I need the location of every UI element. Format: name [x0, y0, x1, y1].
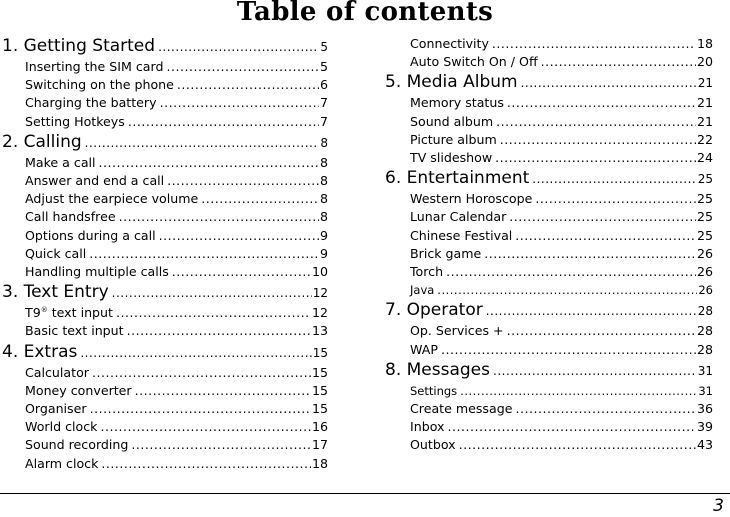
toc-entry-label	[2, 131, 82, 153]
toc-page-number: 24	[696, 150, 713, 166]
dot-leader	[167, 172, 319, 190]
dot-leader	[159, 227, 319, 245]
dot-leader	[484, 245, 696, 263]
toc-right-column	[385, 35, 713, 455]
dot-leader	[128, 113, 319, 131]
dot-leader	[437, 281, 697, 299]
toc-entry-title: Chinese Festival	[410, 227, 513, 243]
dot-leader	[131, 436, 311, 454]
toc-page-number: 25	[696, 209, 713, 225]
toc-entry-label	[410, 322, 504, 340]
dot-leader	[515, 227, 696, 245]
toc-entry-label	[410, 53, 538, 71]
toc-page-number: 13	[311, 323, 328, 339]
toc-entry-title: 6. Entertainment	[385, 168, 530, 189]
toc-entry-title: Sound album	[410, 113, 494, 129]
toc-entry-label	[2, 341, 77, 363]
dot-leader	[89, 245, 319, 263]
toc-entry-organiser[interactable]	[2, 400, 328, 418]
toc-chapter-5-media-album[interactable]	[385, 71, 713, 94]
toc-entry-alarm-clock[interactable]	[2, 455, 328, 473]
dot-leader	[80, 342, 311, 364]
toc-page-number: 10	[311, 264, 328, 280]
toc-chapter-6-entertainment[interactable]	[385, 167, 713, 190]
toc-entry-outbox[interactable]	[385, 436, 713, 454]
dot-leader	[441, 341, 696, 359]
toc-entry-label	[385, 299, 483, 321]
toc-page-number: 7	[319, 95, 328, 111]
toc-entry-title: 7. Operator	[385, 300, 483, 321]
toc-entry-calculator[interactable]	[2, 364, 328, 382]
toc-entry-make-a-call[interactable]	[2, 154, 328, 172]
toc-page-number: 25	[697, 172, 713, 187]
toc-page-number: 26	[696, 264, 713, 280]
toc-entry-label	[25, 76, 174, 94]
toc-entry-label	[25, 172, 164, 190]
toc-entry-title: Lunar Calendar	[410, 209, 507, 225]
toc-entry-tv-slideshow[interactable]	[385, 149, 713, 167]
toc-entry-label	[25, 418, 97, 436]
dot-leader	[521, 72, 697, 94]
toc-page-number: 15	[311, 401, 328, 417]
toc-entry-title: Torch	[410, 264, 444, 280]
toc-entry-inserting-the-sim-card[interactable]	[2, 58, 328, 76]
toc-page-number: 12	[311, 305, 328, 321]
page-number: 3	[713, 496, 724, 516]
toc-entry-title: Create message	[410, 401, 513, 417]
toc-entry-western-horoscope[interactable]	[385, 190, 713, 208]
toc-entry-label	[410, 227, 512, 245]
toc-entry-create-message[interactable]	[385, 400, 713, 418]
toc-page-number: 6	[319, 77, 328, 93]
dot-leader	[201, 190, 319, 208]
toc-entry-settings[interactable]	[385, 382, 713, 400]
toc-entry-title: Western Horoscope	[410, 191, 533, 207]
toc-entry-title: Alarm clock	[25, 455, 99, 471]
toc-entry-title: Call handsfree	[25, 209, 116, 225]
toc-page-number: 18	[696, 36, 713, 51]
toc-entry-label	[410, 436, 456, 454]
toc-entry-label	[25, 245, 86, 263]
dot-leader	[112, 282, 312, 304]
toc-entry-money-converter[interactable]	[2, 382, 328, 400]
dot-leader	[535, 190, 696, 208]
toc-entry-label	[410, 400, 512, 418]
toc-entry-label	[410, 263, 443, 281]
toc-entry-brick-game[interactable]	[385, 245, 713, 263]
toc-entry-title: Calculator	[25, 364, 89, 380]
toc-page-number: 12	[312, 286, 328, 301]
dot-leader	[99, 154, 319, 172]
dot-leader	[460, 382, 697, 400]
toc-entry-title: Op. Services +	[410, 323, 504, 339]
footer-rule	[0, 493, 730, 494]
toc-page-number: 26	[698, 283, 713, 298]
toc-chapter-8-messages[interactable]	[385, 359, 713, 382]
toc-entry-auto-switch-on-off[interactable]	[385, 53, 713, 71]
toc-entry-switching-on-the-phone[interactable]	[2, 76, 328, 94]
toc-entry-label	[25, 113, 125, 131]
toc-entry-title: 8. Messages	[385, 359, 490, 380]
toc-entry-memory-status[interactable]	[385, 94, 713, 112]
dot-leader	[446, 263, 696, 281]
toc-entry-label	[410, 341, 438, 359]
toc-page-number: 8	[319, 154, 328, 170]
toc-page-number: 18	[311, 455, 328, 471]
dot-leader	[447, 418, 696, 436]
toc-page-number: 15	[311, 382, 328, 398]
dot-leader	[92, 364, 311, 382]
toc-entry-title: Adjust the earpiece volume	[25, 191, 199, 207]
toc-page-number: 25	[696, 191, 713, 207]
toc-page-number: 9	[319, 245, 328, 261]
toc-page-number: 20	[696, 54, 713, 70]
toc-entry-title: Inbox	[410, 419, 445, 435]
toc-page-number: 21	[697, 76, 713, 91]
toc-entry-label	[410, 281, 434, 299]
toc-page-number: 8	[320, 135, 328, 150]
toc-entry-title: Java	[410, 283, 435, 298]
toc-chapter-7-operator[interactable]	[385, 299, 713, 322]
dot-leader	[515, 400, 696, 418]
toc-chapter-2-calling[interactable]	[2, 131, 328, 154]
toc-entry-label	[2, 35, 155, 57]
dot-leader	[158, 36, 319, 58]
toc-entry-title: Outbox	[410, 437, 456, 453]
toc-page-number: 15	[312, 345, 328, 360]
toc-entry-label	[25, 208, 116, 226]
toc-entry-label	[410, 190, 532, 208]
toc-page-number: 5	[319, 59, 328, 74]
dot-leader	[492, 35, 696, 53]
dot-leader	[496, 113, 696, 131]
toc-page-number: 15	[311, 364, 328, 380]
toc-entry-title: Picture album	[410, 131, 497, 147]
toc-page-number: 28	[696, 341, 713, 357]
dot-leader	[116, 304, 311, 322]
toc-entry-adjust-the-earpiece-volume[interactable]	[2, 190, 328, 208]
toc-entry-label	[25, 322, 124, 340]
toc-entry-label	[25, 190, 198, 208]
toc-entry-world-clock[interactable]	[2, 418, 328, 436]
toc-entry-label	[2, 281, 109, 303]
toc-entry-label	[25, 227, 156, 245]
toc-entry-label	[25, 58, 163, 76]
toc-entry-title: WAP	[410, 341, 438, 357]
toc-entry-title: T9	[25, 305, 41, 321]
toc-entry-label	[25, 263, 169, 281]
toc-page-number: 21	[696, 113, 713, 129]
toc-page-number: 28	[696, 323, 713, 339]
toc-entry-label	[410, 245, 481, 263]
toc-page-number: 25	[696, 227, 713, 243]
dot-leader	[507, 322, 696, 340]
toc-entry-label	[25, 455, 98, 473]
toc-left-column	[2, 35, 328, 473]
toc-page-number: 17	[311, 437, 328, 453]
toc-page-number: 5	[320, 40, 328, 54]
dot-leader	[90, 400, 311, 418]
toc-entry-title: 2. Calling	[2, 131, 82, 152]
toc-entry-basic-text-input[interactable]	[2, 322, 328, 340]
toc-entry-label	[385, 167, 529, 189]
toc-entry-title-suffix: text input	[47, 305, 113, 321]
toc-page-number: 21	[696, 95, 713, 111]
toc-entry-title: Brick game	[410, 245, 482, 261]
toc-entry-title: Quick call	[25, 245, 87, 261]
toc-entry-quick-call[interactable]	[2, 245, 328, 263]
toc-chapter-3-text-entry[interactable]	[2, 281, 328, 304]
toc-entry-label	[410, 382, 457, 400]
toc-page-number: 8	[319, 209, 328, 225]
dot-leader	[101, 455, 311, 473]
dot-leader	[486, 300, 697, 322]
toc-page-number: 8	[319, 191, 328, 207]
toc-entry-label	[25, 382, 132, 400]
toc-page-number: 28	[697, 304, 713, 319]
toc-entry-title: Basic text input	[25, 323, 124, 339]
dot-leader	[127, 322, 311, 340]
toc-page-number: 26	[696, 245, 713, 261]
toc-page-number: 7	[319, 113, 328, 129]
toc-entry-inbox[interactable]	[385, 418, 713, 436]
toc-entry-title: Auto Switch On / Off	[410, 54, 538, 70]
page-title: Table of contents	[236, 0, 494, 27]
toc-entry-title: Settings	[410, 383, 458, 398]
toc-entry-connectivity[interactable]	[385, 35, 713, 53]
toc-entry-chinese-festival[interactable]	[385, 227, 713, 245]
toc-chapter-1-getting-started[interactable]	[2, 35, 328, 58]
toc-entry-label	[410, 35, 489, 53]
toc-entry-title: 3. Text Entry	[2, 282, 109, 303]
toc-entry-title: Options during a call	[25, 227, 156, 243]
toc-entry-label	[25, 436, 128, 454]
dot-leader	[100, 418, 311, 436]
dot-leader	[493, 360, 697, 382]
dot-leader	[541, 53, 696, 71]
toc-entry-title: Sound recording	[25, 437, 129, 453]
toc-entry-lunar-calendar[interactable]	[385, 208, 713, 226]
toc-entry-label	[25, 304, 113, 322]
toc-entry-title: Inserting the SIM card	[25, 59, 164, 74]
toc-entry-title: 5. Media Album	[385, 72, 518, 93]
dot-leader	[119, 208, 319, 226]
toc-entry-setting-hotkeys[interactable]	[2, 113, 328, 131]
toc-entry-label	[25, 154, 96, 172]
toc-page-number: 8	[319, 173, 328, 189]
dot-leader	[166, 58, 319, 76]
toc-entry-label	[385, 71, 518, 93]
toc-entry-wap[interactable]	[385, 341, 713, 359]
toc-entry-title: Setting Hotkeys	[25, 113, 125, 129]
toc-entry-charging-the-battery[interactable]	[2, 94, 328, 112]
toc-entry-title: 1. Getting Started	[2, 36, 156, 56]
toc-entry-label	[410, 131, 497, 149]
toc-entry-title: Switching on the phone	[25, 77, 174, 93]
toc-page-number: 43	[696, 437, 713, 453]
toc-page-number: 31	[698, 383, 713, 398]
toc-page-number: 9	[319, 227, 328, 243]
dot-leader	[500, 131, 696, 149]
toc-entry-handling-multiple-calls[interactable]	[2, 263, 328, 281]
toc-page-number: 36	[696, 401, 713, 417]
registered-mark: ®	[40, 306, 48, 315]
toc-page-number: 22	[696, 131, 713, 147]
toc-entry-title: Money converter	[25, 382, 132, 398]
toc-entry-sound-recording[interactable]	[2, 436, 328, 454]
toc-page-number: 16	[311, 419, 328, 435]
dot-leader	[532, 168, 696, 190]
toc-entry-java[interactable]	[385, 281, 713, 299]
toc-entry-label	[25, 364, 89, 382]
toc-entry-title: Handling multiple calls	[25, 264, 169, 280]
toc-entry-sound-album[interactable]	[385, 113, 713, 131]
dot-leader	[509, 208, 696, 226]
toc-entry-label	[410, 149, 492, 167]
dot-leader	[135, 382, 311, 400]
toc-entry-label	[25, 400, 87, 418]
toc-entry-call-handsfree[interactable]	[2, 208, 328, 226]
toc-entry-picture-album[interactable]	[385, 131, 713, 149]
toc-entry-options-during-a-call[interactable]	[2, 227, 328, 245]
dot-leader	[160, 94, 319, 112]
toc-entry-label	[410, 94, 504, 112]
toc-entry-t9-text-input[interactable]	[2, 304, 328, 322]
dot-leader	[507, 94, 696, 112]
toc-page-number: 31	[697, 363, 713, 378]
toc-entry-label	[25, 94, 157, 112]
toc-entry-torch[interactable]	[385, 263, 713, 281]
toc-entry-title: Make a call	[25, 154, 96, 170]
toc-entry-label	[410, 113, 493, 131]
toc-page-number: 39	[696, 419, 713, 435]
toc-entry-op-services[interactable]	[385, 322, 713, 340]
toc-entry-title: Connectivity	[410, 36, 489, 51]
dot-leader	[85, 132, 320, 154]
toc-entry-title: 4. Extras	[2, 341, 78, 362]
toc-entry-title: TV slideshow	[410, 150, 493, 166]
dot-leader	[177, 76, 319, 94]
toc-entry-label	[385, 359, 490, 381]
toc-entry-answer-and-end-a-call[interactable]	[2, 172, 328, 190]
dot-leader	[172, 263, 311, 281]
toc-entry-label	[410, 208, 506, 226]
toc-entry-title: Organiser	[25, 401, 87, 417]
toc-entry-title: Charging the battery	[25, 95, 157, 111]
toc-entry-title: World clock	[25, 419, 98, 435]
toc-entry-title: Memory status	[410, 95, 504, 111]
toc-chapter-4-extras[interactable]	[2, 341, 328, 364]
toc-entry-title: Answer and end a call	[25, 173, 165, 189]
toc-entry-label	[410, 418, 444, 436]
dot-leader	[495, 149, 696, 167]
dot-leader	[459, 436, 696, 454]
